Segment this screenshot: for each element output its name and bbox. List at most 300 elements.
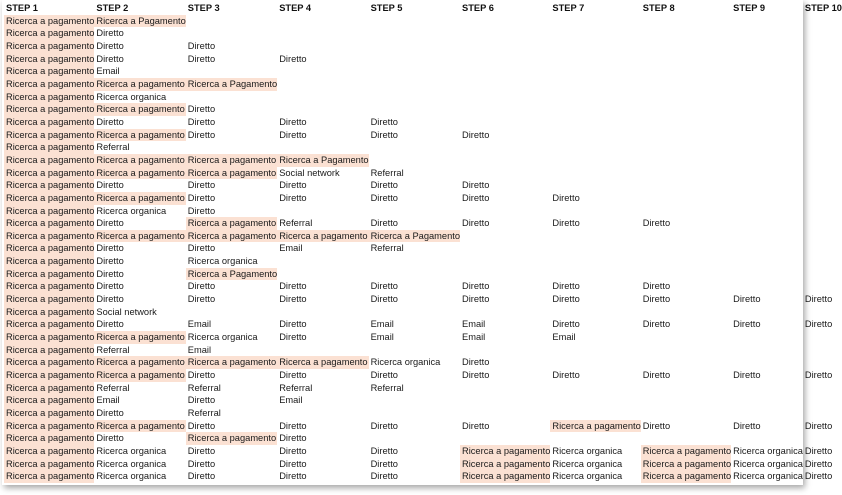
table-cell (641, 27, 731, 40)
table-cell: Ricerca a Pagamento (187, 78, 278, 89)
table-cell: Ricerca a pagamento (96, 332, 185, 343)
table-cell: Ricerca a pagamento (6, 40, 95, 51)
table-cell (641, 230, 731, 243)
table-cell: Diretto (187, 205, 216, 216)
table-cell: Diretto (462, 281, 490, 292)
table-cell: Diretto (370, 180, 398, 191)
table-cell: Social network (96, 306, 157, 317)
table-cell: Referral (187, 382, 221, 393)
table-cell: Ricerca a pagamento (96, 230, 185, 241)
table-cell (731, 40, 803, 53)
table-cell (803, 27, 842, 40)
table-cell: Diretto (96, 28, 124, 39)
table-cell: Ricerca a pagamento (6, 180, 95, 191)
table-cell: Diretto (642, 420, 671, 431)
table-cell: Diretto (187, 40, 216, 51)
table-cell: Diretto (96, 294, 124, 305)
table-cell (803, 331, 842, 344)
table-cell: Ricerca a pagamento (96, 192, 185, 203)
column-header-step-2: STEP 2 (96, 3, 129, 13)
table-cell: Ricerca a pagamento (6, 445, 95, 456)
table-cell (731, 255, 803, 268)
table-cell (803, 306, 842, 319)
table-cell (731, 306, 803, 319)
table-cell (369, 154, 460, 167)
table-row (4, 78, 842, 91)
table-cell (550, 344, 640, 357)
table-row (4, 268, 842, 281)
table-cell: Ricerca organica (733, 471, 803, 482)
table-cell: Ricerca organica (187, 256, 258, 267)
table-cell: Ricerca a Pagamento (279, 154, 369, 165)
table-cell (803, 91, 842, 104)
table-cell: Referral (96, 344, 130, 355)
table-cell: Ricerca a pagamento (6, 433, 95, 444)
table-cell: Ricerca a pagamento (6, 192, 95, 203)
table-cell: Diretto (733, 420, 761, 431)
table-cell: Ricerca a pagamento (96, 167, 185, 178)
table-cell: Ricerca a pagamento (6, 167, 95, 178)
column-header-step-8: STEP 8 (642, 3, 675, 13)
table-cell (277, 78, 368, 91)
table-cell (460, 242, 550, 255)
table-cell (550, 154, 640, 167)
table-cell (803, 154, 842, 167)
table-cell (731, 331, 803, 344)
table-cell (277, 268, 368, 281)
table-row (4, 280, 842, 293)
table-cell (550, 268, 640, 281)
table-cell (186, 15, 277, 28)
table-cell (803, 242, 842, 255)
table-cell: Referral (96, 142, 130, 153)
table-cell (369, 205, 460, 218)
table-cell (550, 432, 640, 445)
table-cell: Ricerca a pagamento (6, 53, 95, 64)
table-cell (277, 407, 368, 420)
table-cell (803, 167, 842, 180)
table-cell (731, 53, 803, 66)
table-cell: Diretto (279, 281, 307, 292)
table-cell: Ricerca a pagamento (462, 458, 551, 469)
table-cell (731, 407, 803, 420)
table-row (4, 331, 842, 344)
table-cell: Diretto (96, 281, 124, 292)
table-cell: Ricerca a pagamento (6, 294, 95, 305)
column-header-step-10: STEP 10 (804, 3, 842, 13)
table-cell (550, 179, 640, 192)
table-cell: Ricerca a pagamento (96, 78, 185, 89)
table-cell (803, 129, 842, 142)
table-cell: Diretto (462, 192, 490, 203)
table-cell (803, 103, 842, 116)
table-cell (460, 382, 550, 395)
table-cell (550, 306, 640, 319)
table-cell (277, 91, 368, 104)
table-cell (369, 141, 460, 154)
table-cell: Email (462, 319, 486, 330)
table-cell: Diretto (279, 53, 307, 64)
table-cell: Ricerca a pagamento (6, 357, 95, 368)
table-cell: Diretto (96, 218, 124, 229)
table-cell: Ricerca a pagamento (6, 256, 95, 267)
table-cell: Ricerca organica (552, 445, 623, 456)
table-row (4, 344, 842, 357)
table-cell (460, 205, 550, 218)
table-row (4, 242, 842, 255)
table-cell: Ricerca a pagamento (96, 370, 185, 381)
table-cell: Diretto (642, 370, 671, 381)
table-cell (460, 394, 550, 407)
table-cell: Ricerca organica (552, 471, 623, 482)
table-cell (460, 344, 550, 357)
table-cell: Ricerca a pagamento (6, 218, 95, 229)
table-cell (460, 167, 550, 180)
table-cell: Diretto (370, 445, 398, 456)
table-cell: Diretto (733, 370, 761, 381)
table-cell (369, 306, 460, 319)
table-cell (731, 217, 803, 230)
table-cell: Ricerca a pagamento (6, 230, 95, 241)
table-cell: Diretto (804, 420, 833, 431)
table-row (4, 179, 842, 192)
table-cell (550, 65, 640, 78)
table-cell: Ricerca a pagamento (6, 243, 95, 254)
table-cell (641, 192, 731, 205)
table-cell (460, 78, 550, 91)
table-cell (460, 230, 550, 243)
table-cell: Diretto (187, 129, 216, 140)
table-cell (460, 154, 550, 167)
table-cell (641, 53, 731, 66)
table-cell: Ricerca a pagamento (6, 15, 95, 26)
table-cell: Ricerca a pagamento (6, 142, 95, 153)
table-row (4, 306, 842, 319)
table-cell (803, 53, 842, 66)
table-cell (641, 407, 731, 420)
table-cell (803, 268, 842, 281)
table-cell: Email (462, 332, 486, 343)
table-row (4, 382, 842, 395)
table-cell: Diretto (187, 180, 216, 191)
table-cell: Ricerca a pagamento (6, 116, 95, 127)
table-cell: Ricerca a pagamento (279, 357, 368, 368)
table-cell: Referral (370, 243, 404, 254)
table-cell: Ricerca organica (733, 458, 803, 469)
table-cell: Ricerca a pagamento (96, 420, 185, 431)
table-cell (641, 268, 731, 281)
table-cell: Ricerca a pagamento (187, 154, 277, 165)
table-cell (186, 141, 277, 154)
table-cell: Diretto (187, 458, 216, 469)
table-cell: Diretto (279, 319, 307, 330)
table-cell: Diretto (279, 458, 307, 469)
table-cell: Referral (370, 167, 404, 178)
table-cell (460, 91, 550, 104)
table-cell (731, 91, 803, 104)
table-cell: Ricerca a pagamento (96, 129, 185, 140)
table-cell: Diretto (804, 370, 833, 381)
table-row (4, 230, 842, 243)
table-cell (803, 382, 842, 395)
table-cell: Diretto (462, 294, 490, 305)
table-cell (731, 230, 803, 243)
table-cell: Diretto (370, 420, 398, 431)
table-cell: Diretto (96, 268, 124, 279)
table-cell: Diretto (96, 116, 124, 127)
table-row (4, 15, 842, 28)
table-cell (550, 78, 640, 91)
table-cell: Ricerca a Pagamento (96, 15, 186, 26)
table-cell: Diretto (187, 281, 216, 292)
table-cell (803, 255, 842, 268)
table-cell: Ricerca organica (370, 357, 441, 368)
table-cell: Diretto (279, 420, 307, 431)
table-cell (550, 15, 640, 28)
table-cell (803, 116, 842, 129)
sheet-frame (2, 0, 842, 485)
table-cell (641, 179, 731, 192)
table-cell (369, 78, 460, 91)
table-cell: Diretto (733, 319, 761, 330)
table-cell (550, 230, 640, 243)
table-row (4, 205, 842, 218)
table-cell: Ricerca organica (552, 458, 623, 469)
table-cell (550, 91, 640, 104)
table-cell (641, 78, 731, 91)
table-cell: Diretto (96, 433, 124, 444)
table-row (4, 40, 842, 53)
table-cell: Ricerca a pagamento (6, 268, 95, 279)
table-cell: Ricerca organica (96, 471, 167, 482)
table-cell: Diretto (279, 332, 307, 343)
table-cell (550, 116, 640, 129)
table-cell: Ricerca a pagamento (6, 154, 95, 165)
table-cell (731, 382, 803, 395)
table-cell (460, 27, 550, 40)
table-cell (277, 344, 368, 357)
table-cell: Diretto (96, 53, 124, 64)
table-cell: Diretto (187, 104, 216, 115)
table-cell: Diretto (187, 370, 216, 381)
table-cell: Ricerca a pagamento (187, 357, 277, 368)
table-cell (731, 65, 803, 78)
table-cell: Ricerca organica (96, 91, 167, 102)
table-cell: Email (187, 319, 212, 330)
table-cell: Ricerca a pagamento (642, 445, 732, 456)
table-row (4, 369, 842, 382)
table-cell: Diretto (733, 294, 761, 305)
table-cell: Diretto (642, 294, 671, 305)
table-row (4, 458, 842, 471)
table-cell: Ricerca organica (96, 458, 167, 469)
table-cell (550, 356, 640, 369)
table-row (4, 53, 842, 66)
table-cell: Ricerca a pagamento (6, 370, 95, 381)
table-cell: Diretto (279, 445, 307, 456)
table-cell (641, 255, 731, 268)
table-cell: Diretto (279, 433, 307, 444)
table-row (4, 141, 842, 154)
table-cell (731, 242, 803, 255)
table-cell: Diretto (96, 243, 124, 254)
table-cell: Referral (279, 218, 313, 229)
column-header-step-9: STEP 9 (733, 3, 765, 13)
table-cell: Ricerca organica (96, 445, 167, 456)
table-cell: Diretto (370, 218, 398, 229)
table-cell: Ricerca a pagamento (642, 458, 732, 469)
table-cell: Referral (279, 382, 313, 393)
table-cell (369, 268, 460, 281)
table-cell (731, 167, 803, 180)
table-cell (641, 15, 731, 28)
table-cell: Diretto (462, 218, 490, 229)
table-cell: Email (187, 344, 212, 355)
table-cell (550, 40, 640, 53)
table-cell: Ricerca a pagamento (462, 471, 551, 482)
table-cell: Diretto (279, 129, 307, 140)
table-cell: Diretto (370, 116, 398, 127)
table-cell (186, 27, 277, 40)
table-cell (277, 205, 368, 218)
table-cell: Ricerca a pagamento (6, 306, 95, 317)
table-cell: Diretto (187, 445, 216, 456)
table-cell (731, 27, 803, 40)
table-row (4, 129, 842, 142)
path-table (4, 2, 842, 483)
table-cell: Diretto (96, 40, 124, 51)
table-cell: Diretto (552, 319, 580, 330)
table-cell: Diretto (187, 192, 216, 203)
column-header-step-7: STEP 7 (552, 3, 585, 13)
table-cell: Diretto (552, 294, 580, 305)
table-cell (550, 129, 640, 142)
column-header-step-6: STEP 6 (462, 3, 494, 13)
table-cell (186, 91, 277, 104)
table-body (4, 15, 842, 483)
table-cell: Email (96, 66, 120, 77)
table-row (4, 192, 842, 205)
table-cell (277, 255, 368, 268)
table-cell: Ricerca a Pagamento (187, 268, 278, 279)
table-cell (731, 356, 803, 369)
table-row (4, 91, 842, 104)
table-cell (550, 103, 640, 116)
table-cell: Ricerca a pagamento (6, 78, 95, 89)
table-cell: Diretto (642, 319, 671, 330)
table-cell: Diretto (96, 408, 124, 418)
table-cell: Diretto (462, 357, 490, 368)
table-cell: Ricerca a pagamento (187, 167, 277, 178)
table-cell: Ricerca a pagamento (6, 395, 95, 406)
table-cell (803, 356, 842, 369)
table-cell (641, 394, 731, 407)
table-cell (803, 407, 842, 420)
table-cell (641, 65, 731, 78)
table-cell (731, 268, 803, 281)
table-cell: Ricerca a pagamento (187, 230, 277, 241)
table-cell: Diretto (804, 458, 833, 469)
table-cell: Diretto (552, 218, 580, 229)
table-cell: Referral (187, 408, 221, 418)
table-cell: Ricerca organica (187, 332, 258, 343)
table-cell: Referral (96, 382, 130, 393)
table-cell: Diretto (370, 281, 398, 292)
table-cell: Ricerca a pagamento (96, 154, 185, 165)
table-cell (460, 407, 550, 420)
table-cell (731, 141, 803, 154)
table-row (4, 103, 842, 116)
table-cell: Diretto (370, 129, 398, 140)
table-cell: Email (96, 395, 120, 406)
table-row (4, 407, 842, 420)
table-cell (460, 306, 550, 319)
table-cell (731, 192, 803, 205)
table-row (4, 318, 842, 331)
table-cell: Email (552, 332, 576, 343)
table-cell (731, 344, 803, 357)
table-cell (460, 268, 550, 281)
table-cell (550, 53, 640, 66)
table-cell (641, 331, 731, 344)
table-row (4, 356, 842, 369)
table-cell: Diretto (370, 192, 398, 203)
column-header-step-4: STEP 4 (279, 3, 312, 13)
table-cell (550, 382, 640, 395)
table-cell: Email (370, 332, 394, 343)
table-cell (460, 255, 550, 268)
table-cell (550, 394, 640, 407)
table-cell (731, 394, 803, 407)
table-cell: Ricerca a pagamento (6, 281, 95, 292)
table-cell (641, 91, 731, 104)
table-cell (731, 129, 803, 142)
table-cell: Diretto (187, 395, 216, 406)
table-cell (369, 103, 460, 116)
table-cell: Diretto (642, 218, 671, 229)
table-cell (369, 91, 460, 104)
table-cell (550, 27, 640, 40)
table-cell (803, 15, 842, 28)
table-cell (369, 394, 460, 407)
table-cell: Social network (279, 167, 340, 178)
table-cell: Ricerca a Pagamento (370, 230, 460, 241)
table-cell: Ricerca a pagamento (6, 420, 95, 431)
table-cell (731, 280, 803, 293)
table-cell: Diretto (804, 445, 833, 456)
table-cell: Diretto (370, 458, 398, 469)
table-cell (803, 78, 842, 91)
table-cell (369, 432, 460, 445)
table-cell (277, 15, 368, 28)
table-cell (277, 65, 368, 78)
table-row (4, 116, 842, 129)
table-cell (550, 255, 640, 268)
table-cell: Ricerca a pagamento (6, 205, 95, 216)
table-cell (803, 192, 842, 205)
table-cell: Diretto (552, 370, 580, 381)
table-row (4, 445, 842, 458)
table-cell (803, 141, 842, 154)
table-cell: Diretto (642, 281, 671, 292)
table-cell: Diretto (187, 243, 216, 254)
table-cell: Ricerca a pagamento (642, 471, 732, 482)
table-cell (369, 255, 460, 268)
column-header-step-3: STEP 3 (187, 3, 220, 13)
table-cell: Ricerca a pagamento (187, 433, 277, 444)
table-cell: Ricerca organica (96, 205, 167, 216)
table-cell: Diretto (279, 192, 307, 203)
